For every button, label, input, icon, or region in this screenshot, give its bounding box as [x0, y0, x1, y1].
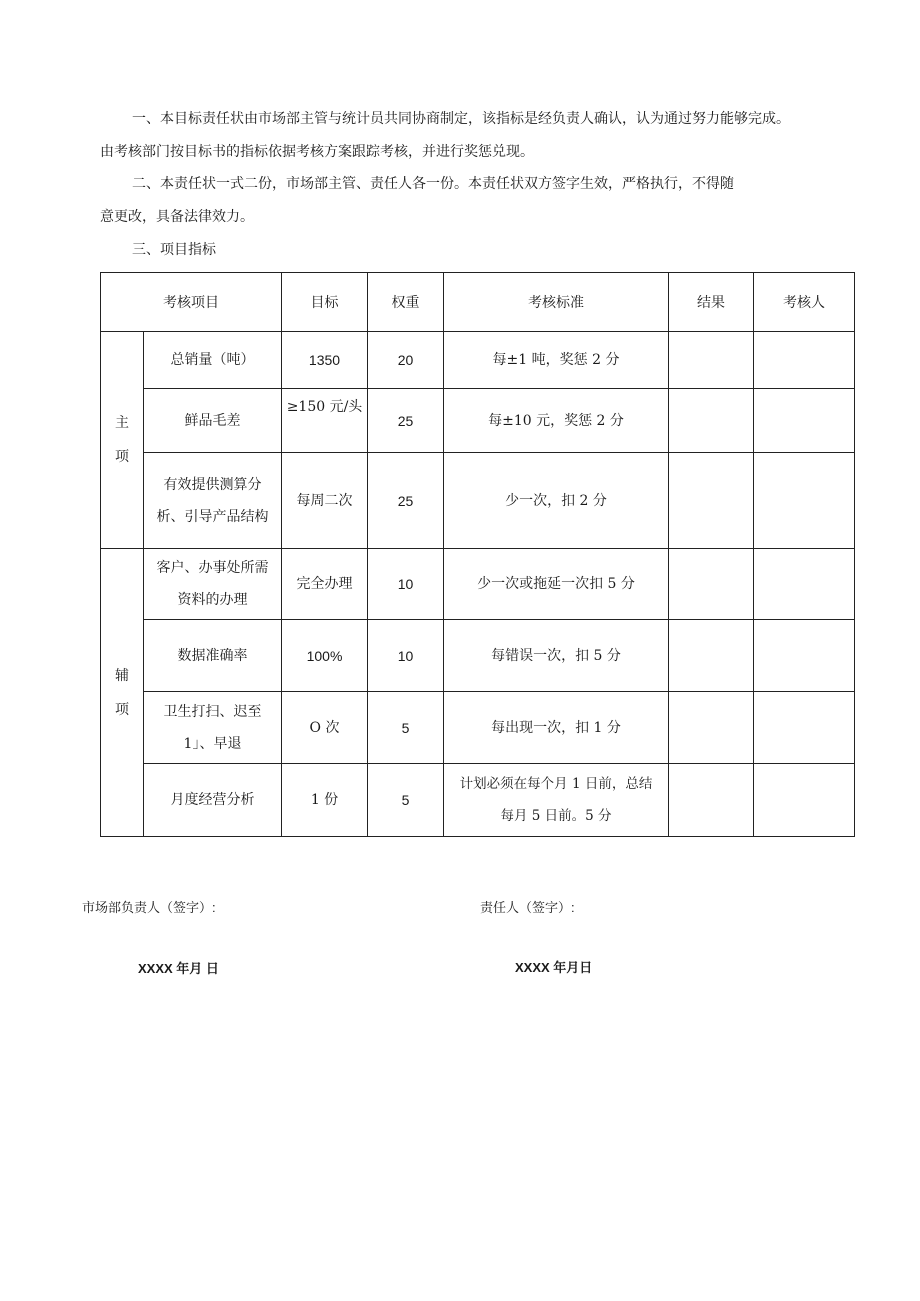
assessor-cell[interactable] — [754, 453, 855, 549]
item-cell: 数据准确率 — [144, 620, 282, 692]
group-aux-label: 辅 项 — [101, 549, 144, 837]
responsible-person-date: XXXX 年月日 — [515, 960, 593, 975]
target-cell: 1350 — [282, 332, 368, 389]
standard-cell: 少一次，扣 2 分 — [444, 453, 669, 549]
weight-cell: 10 — [368, 620, 444, 692]
table-row — [101, 764, 855, 837]
header-item: 考核项目 — [101, 273, 282, 332]
assessor-cell[interactable] — [754, 764, 855, 837]
result-cell[interactable] — [669, 453, 754, 549]
table-row — [101, 692, 855, 764]
result-cell[interactable] — [669, 389, 754, 453]
target-cell: 100% — [282, 620, 368, 692]
table-row — [101, 332, 855, 389]
assessor-cell[interactable] — [754, 692, 855, 764]
table-row — [101, 620, 855, 692]
header-weight: 权重 — [368, 273, 444, 332]
result-cell[interactable] — [669, 692, 754, 764]
header-result: 结果 — [669, 273, 754, 332]
header-assessor: 考核人 — [754, 273, 855, 332]
market-head-signature-label: 市场部负责人（签字）: — [82, 900, 216, 915]
market-head-date: XXXX 年月 日 — [138, 961, 219, 976]
standard-cell: 每错误一次，扣 5 分 — [444, 620, 669, 692]
clause-2-line-1: 二、本责任状一式二份，市场部主管、责任人各一份。本责任状双方签字生效，严格执行，不得随 — [132, 176, 734, 192]
weight-cell: 10 — [368, 549, 444, 620]
target-cell: O 次 — [282, 692, 368, 764]
table-row — [101, 549, 855, 620]
table-row — [101, 389, 855, 453]
target-cell: 完全办理 — [282, 549, 368, 620]
standard-cell: 每出现一次，扣 1 分 — [444, 692, 669, 764]
standard-cell: 计划必须在每个月 1 日前，总结 每月 5 日前。5 分 — [444, 764, 669, 837]
table-header-row — [101, 273, 855, 332]
clause-1-line-2: 由考核部门按目标书的指标依据考核方案跟踪考核，并进行奖惩兑现。 — [100, 144, 534, 160]
assessor-cell[interactable] — [754, 549, 855, 620]
assessor-cell[interactable] — [754, 620, 855, 692]
item-cell: 月度经营分析 — [144, 764, 282, 837]
standard-cell: 少一次或拖延一次扣 5 分 — [444, 549, 669, 620]
result-cell[interactable] — [669, 332, 754, 389]
target-cell: 每周二次 — [282, 453, 368, 549]
result-cell[interactable] — [669, 764, 754, 837]
responsible-person-signature-label: 责任人（签字）: — [480, 900, 575, 915]
standard-cell: 每±1 吨，奖惩 2 分 — [444, 332, 669, 389]
target-cell: 1 份 — [282, 764, 368, 837]
weight-cell: 5 — [368, 692, 444, 764]
standard-cell: 每±10 元，奖惩 2 分 — [444, 389, 669, 453]
result-cell[interactable] — [669, 620, 754, 692]
weight-cell: 25 — [368, 389, 444, 453]
table-row — [101, 453, 855, 549]
result-cell[interactable] — [669, 549, 754, 620]
assessor-cell[interactable] — [754, 389, 855, 453]
weight-cell: 25 — [368, 453, 444, 549]
weight-cell: 20 — [368, 332, 444, 389]
assessment-table — [100, 272, 855, 837]
item-cell: 客户、办事处所需 资料的办理 — [144, 549, 282, 620]
item-cell: 鲜品毛差 — [144, 389, 282, 453]
item-cell: 卫生打扫、迟至 1」、早退 — [144, 692, 282, 764]
item-cell: 有效提供测算分 析、引导产品结构 — [144, 453, 282, 549]
clause-1-line-1: 一、本目标责任状由市场部主管与统计员共同协商制定，该指标是经负责人确认，认为通过努力能够完成。 — [132, 111, 790, 127]
weight-cell: 5 — [368, 764, 444, 837]
header-standard: 考核标准 — [444, 273, 669, 332]
item-cell: 总销量（吨） — [144, 332, 282, 389]
clause-2-line-2: 意更改，具备法律效力。 — [100, 209, 254, 225]
assessor-cell[interactable] — [754, 332, 855, 389]
header-target: 目标 — [282, 273, 368, 332]
clause-3-heading: 三、项目指标 — [132, 242, 216, 258]
group-main-label: 主 项 — [101, 332, 144, 549]
target-cell: ≥150 元/头 — [282, 389, 368, 453]
